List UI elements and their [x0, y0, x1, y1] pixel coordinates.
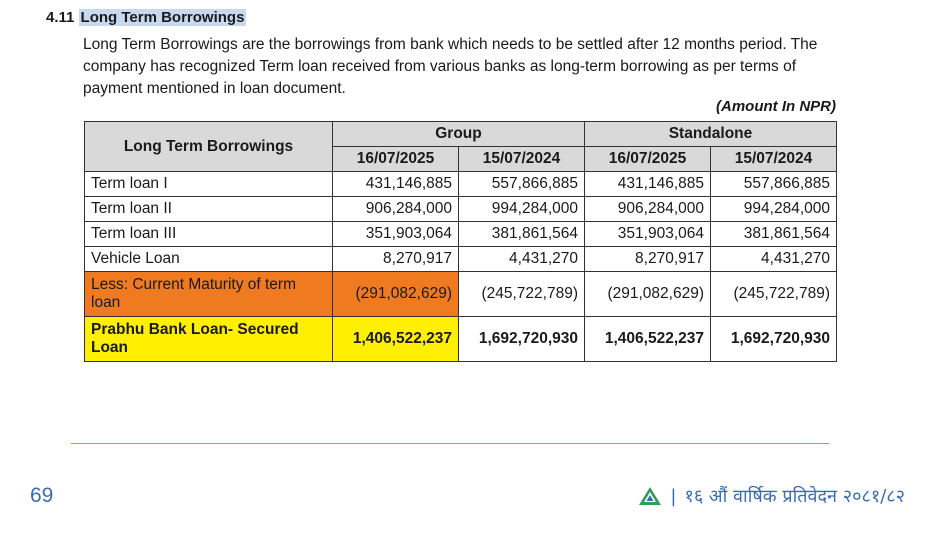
report-title: १६ औं वार्षिक प्रतिवेदन २०८१/८२ — [684, 486, 905, 507]
cell-value: (291,082,629) — [333, 272, 459, 317]
cell-value: 381,861,564 — [459, 222, 585, 247]
cell-value: (245,722,789) — [459, 272, 585, 317]
cell-value: 4,431,270 — [711, 247, 837, 272]
cell-value: (291,082,629) — [585, 272, 711, 317]
row-label: Vehicle Loan — [85, 247, 333, 272]
footer-separator: | — [670, 485, 677, 507]
table-header-row — [85, 122, 837, 147]
amount-unit-note: (Amount In NPR) — [716, 98, 836, 115]
section-number: 4.11 — [46, 9, 75, 26]
company-logo-icon — [638, 486, 662, 506]
row-label: Term loan III — [85, 222, 333, 247]
date-group-previous: 15/07/2024 — [459, 147, 585, 172]
cell-value: 351,903,064 — [333, 222, 459, 247]
total-value: 1,406,522,237 — [585, 317, 711, 362]
footer-divider — [71, 443, 829, 444]
row-header: Long Term Borrowings — [85, 122, 333, 172]
section-heading — [46, 9, 246, 26]
footer-report-title — [638, 484, 905, 508]
table-row — [85, 222, 837, 247]
cell-value: 906,284,000 — [585, 197, 711, 222]
table-row — [85, 172, 837, 197]
cell-value: 994,284,000 — [459, 197, 585, 222]
date-group-current: 16/07/2025 — [333, 147, 459, 172]
group-header: Group — [333, 122, 585, 147]
cell-value: 994,284,000 — [711, 197, 837, 222]
cell-value: 8,270,917 — [585, 247, 711, 272]
cell-value: (245,722,789) — [711, 272, 837, 317]
row-label: Less: Current Maturity of term loan — [85, 272, 333, 317]
table-row-total — [85, 317, 837, 362]
date-standalone-previous: 15/07/2024 — [711, 147, 837, 172]
cell-value: 431,146,885 — [333, 172, 459, 197]
cell-value: 557,866,885 — [459, 172, 585, 197]
cell-value: 557,866,885 — [711, 172, 837, 197]
table-row-current-maturity — [85, 272, 837, 317]
total-value: 1,406,522,237 — [333, 317, 459, 362]
cell-value: 4,431,270 — [459, 247, 585, 272]
standalone-header: Standalone — [585, 122, 837, 147]
cell-value: 8,270,917 — [333, 247, 459, 272]
section-title: Long Term Borrowings — [80, 9, 245, 26]
borrowings-table — [84, 121, 837, 362]
cell-value: 351,903,064 — [585, 222, 711, 247]
cell-value: 381,861,564 — [711, 222, 837, 247]
cell-value: 906,284,000 — [333, 197, 459, 222]
total-value: 1,692,720,930 — [711, 317, 837, 362]
table-row — [85, 247, 837, 272]
total-value: 1,692,720,930 — [459, 317, 585, 362]
cell-value: 431,146,885 — [585, 172, 711, 197]
row-label: Term loan I — [85, 172, 333, 197]
page-number: 69 — [30, 484, 54, 507]
total-label: Prabhu Bank Loan- Secured Loan — [85, 317, 333, 362]
row-label: Term loan II — [85, 197, 333, 222]
table-row — [85, 197, 837, 222]
date-standalone-current: 16/07/2025 — [585, 147, 711, 172]
section-paragraph: Long Term Borrowings are the borrowings from bank which needs to be settled after 12 months period. The company has recognized Term loan received from various banks as long-term borrowing as per terms of payment mentioned in loan document. — [83, 36, 818, 97]
